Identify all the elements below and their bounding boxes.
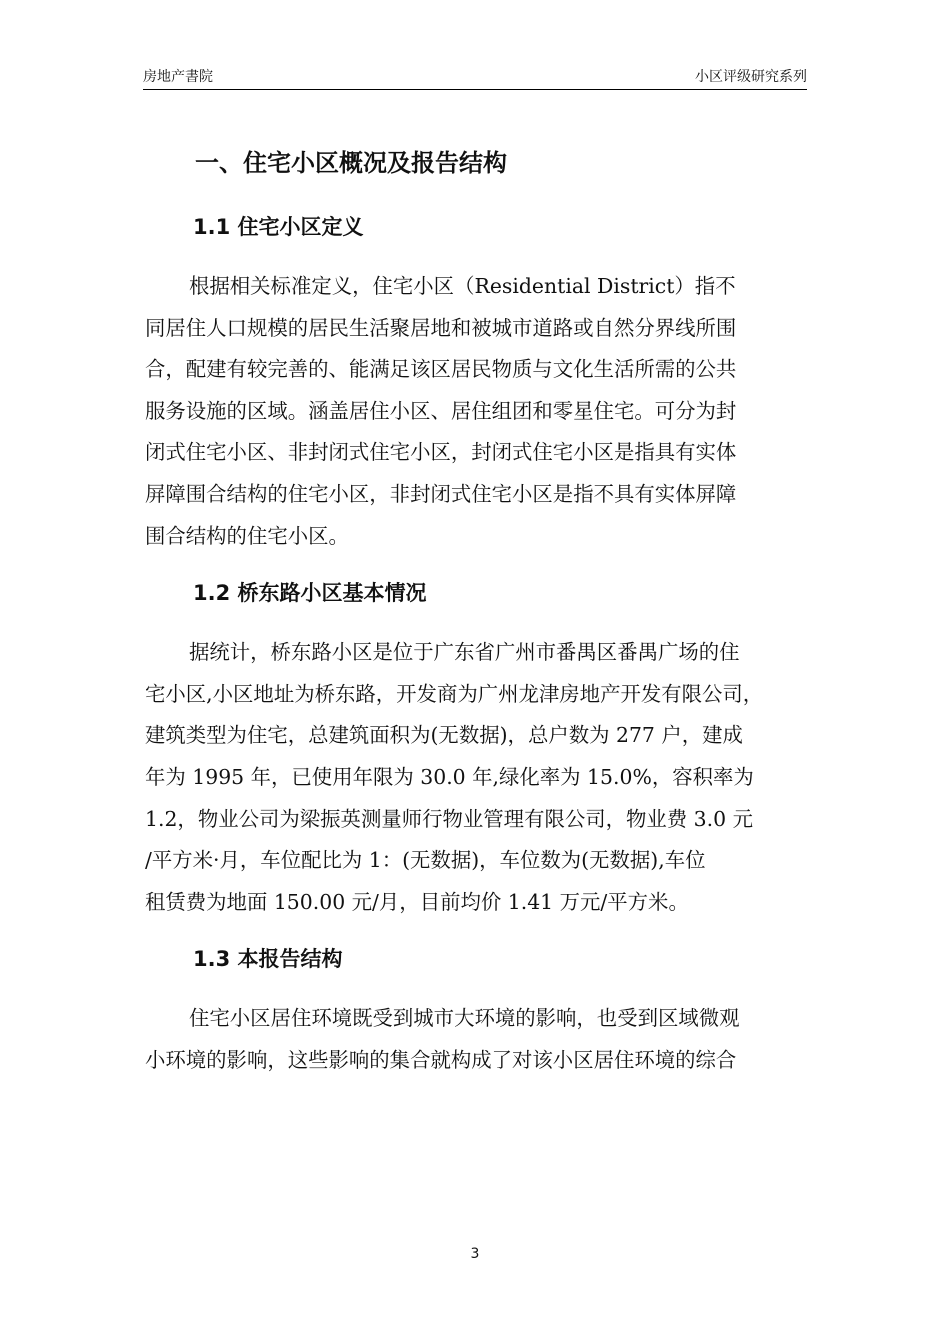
text-line: 合，配建有较完善的、能满足该区居民物质与文化生活所需的公共 <box>145 357 737 382</box>
text-line: 小环境的影响，这些影响的集合就构成了对该小区居住环境的综合 <box>145 1047 737 1072</box>
text-line: 租赁费为地面 150.00 元/月，目前均价 1.41 万元/平方米。 <box>145 889 689 914</box>
section-title: 一、住宅小区概况及报告结构 <box>195 149 507 177</box>
text-line: 闭式住宅小区、非封闭式住宅小区，封闭式住宅小区是指具有实体 <box>145 440 737 465</box>
text-line: 根据相关标准定义，住宅小区（Residential District）指不 <box>189 274 736 298</box>
text-line: 宅小区,小区地址为桥东路，开发商为广州龙津房地产开发有限公司， <box>145 681 764 706</box>
text-line: 住宅小区居住环境既受到城市大环境的影响，也受到区域微观 <box>189 1006 740 1031</box>
text-line: 年为 1995 年，已使用年限为 30.0 年,绿化率为 15.0%，容积率为 <box>145 764 754 789</box>
paragraph-community-basic-info <box>145 632 810 923</box>
header-series-title: 小区评级研究系列 <box>695 69 807 85</box>
page-content <box>145 141 810 1082</box>
text-line: /平方米·月，车位配比为 1：(无数据)，车位数为(无数据),车位 <box>145 848 706 873</box>
subsection-heading-1-3: 1.3 本报告结构 <box>193 947 343 972</box>
subsection-heading-1-1: 1.1 住宅小区定义 <box>193 215 364 239</box>
text-line: 围合结构的住宅小区。 <box>145 523 349 548</box>
text-line: 据统计，桥东路小区是位于广东省广州市番禺区番禺广场的住 <box>189 640 740 665</box>
page-header <box>143 67 807 90</box>
text-line: 1.2，物业公司为梁振英测量师行物业管理有限公司，物业费 3.0 元 <box>145 806 753 831</box>
text-line: 建筑类型为住宅，总建筑面积为(无数据)，总户数为 277 户，建成 <box>145 723 743 748</box>
text-line: 服务设施的区域。涵盖居住小区、居住组团和零星住宅。可分为封 <box>145 398 737 423</box>
page-number: 3 <box>470 1246 480 1262</box>
paragraph-report-structure <box>145 998 810 1081</box>
text-line: 同居住人口规模的居民生活聚居地和被城市道路或自然分界线所围 <box>145 315 737 340</box>
subsection-heading-1-2: 1.2 桥东路小区基本情况 <box>193 581 427 606</box>
paragraph-residential-district-definition <box>145 266 810 557</box>
text-line: 屏障围合结构的住宅小区，非封闭式住宅小区是指不具有实体屏障 <box>145 481 737 506</box>
header-publisher: 房地产書院 <box>143 69 213 85</box>
